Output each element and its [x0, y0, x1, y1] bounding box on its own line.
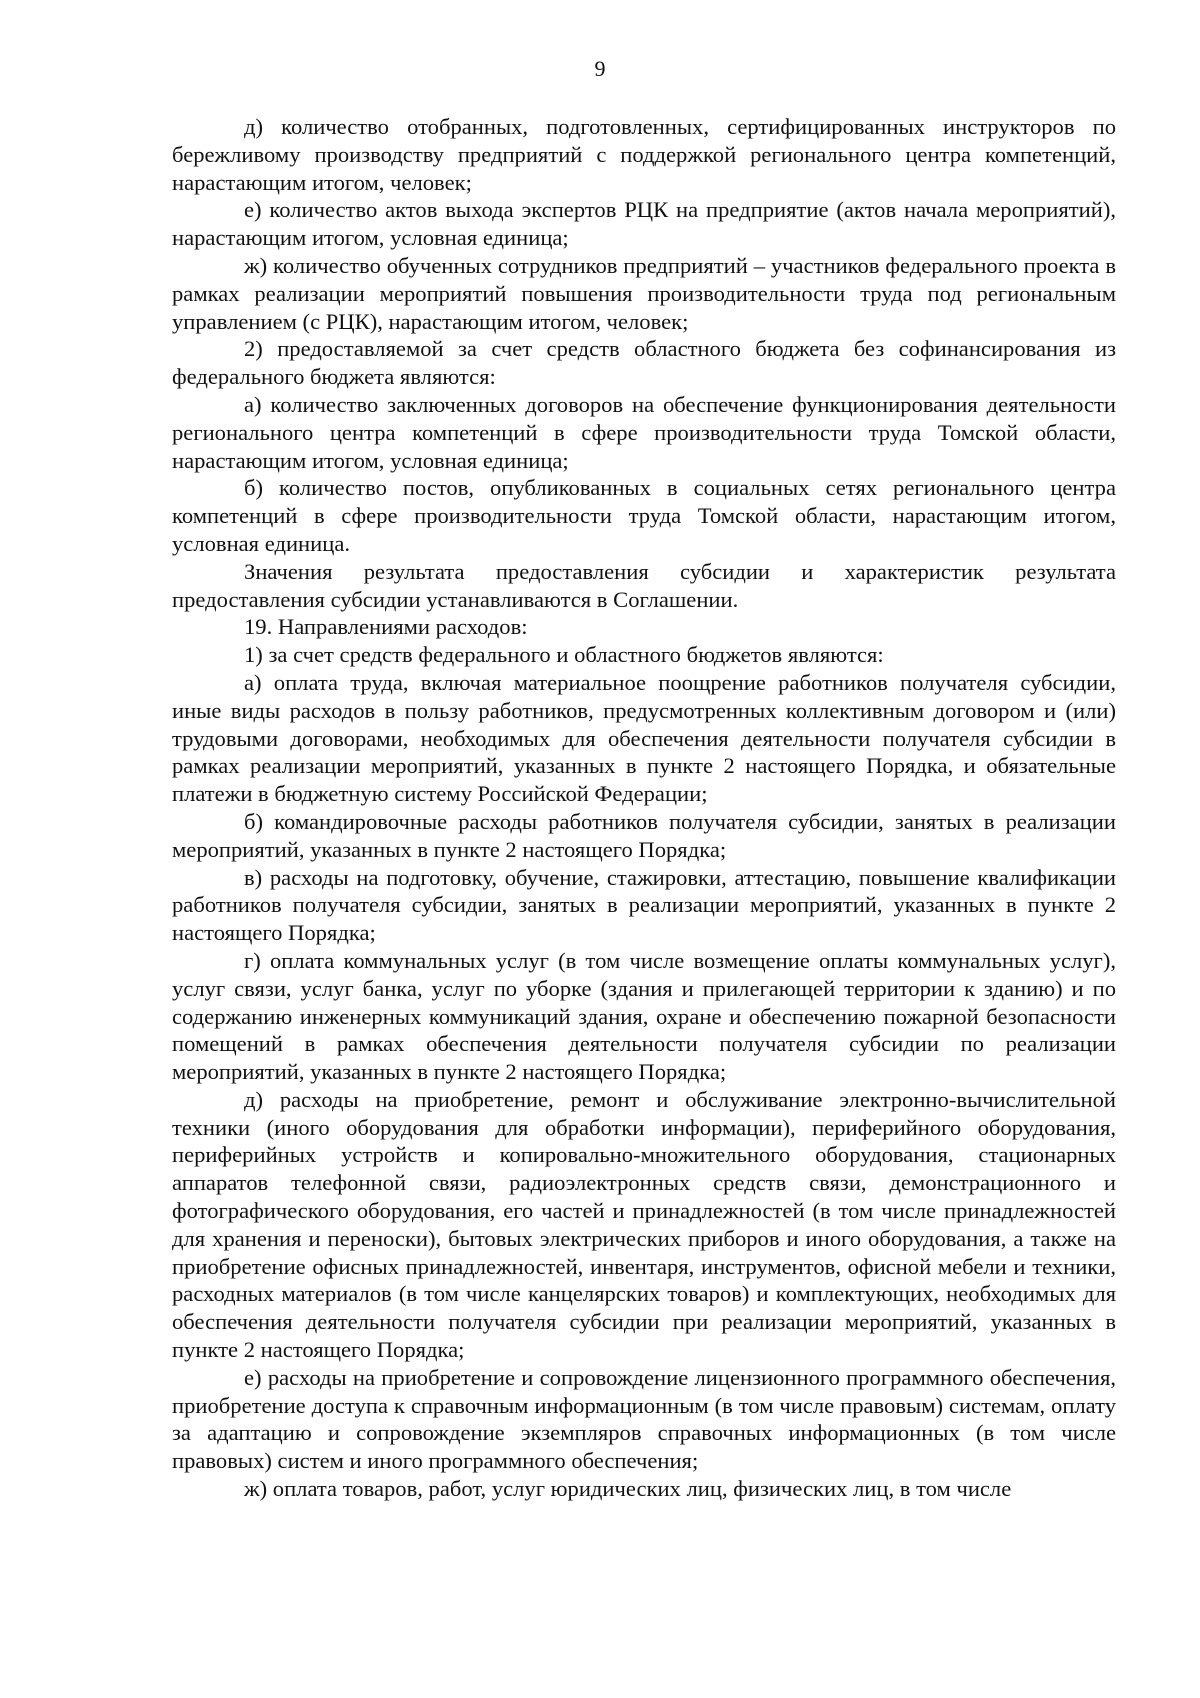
document-body [172, 113, 1116, 1503]
page-number: 9 [594, 56, 606, 81]
paragraph-item-v-training: в) расходы на подготовку, обучение, стажировки, аттестацию, повышение квалификации работников получателя субсидии, занятых в реализации мероприятий, указанных в пункте 2 настоящего Порядка; [172, 864, 1116, 946]
paragraph-item-d-instructors: д) количество отобранных, подготовленных, сертифицированных инструкторов по бережливому производству предприятий с поддержкой регионального центра компетенций, нарастающим итогом, человек; [172, 114, 1116, 195]
paragraph-item-g-utilities: г) оплата коммунальных услуг (в том числе возмещение оплаты коммунальных услуг), услуг связи, услуг банка, услуг по уборке (здания и прилегающей территории к зданию) и по содержанию инженерных коммуникаций здания, охране и обеспечению пожарной безопасности помещений в рамках обеспечения деятельности получателя субсидии по реализации мероприятий, указанных в пункте 2 настоящего Порядка; [172, 947, 1116, 1085]
paragraph-item-e-expert-visits: е) количество актов выхода экспертов РЦК на предприятие (актов начала мероприятий), нарастающим итогом, условная единица; [172, 197, 1116, 251]
paragraph-result-values: Значения результата предоставления субсидии и характеристик результата предоставления субсидии устанавливаются в Соглашении. [172, 558, 1116, 612]
paragraph-federal-regional-expenses: 1) за счет средств федерального и областного бюджетов являются: [244, 642, 884, 668]
paragraph-item-d-equipment: д) расходы на приобретение, ремонт и обслуживание электронно-вычислительной техники (иного оборудования для обработки информации), периферийного оборудования, периферийных устройств и копировально-множительного оборудования, стационарных аппаратов телефонной связи, радиоэлектронных средств связи, демонстрационного и фотографического оборудования, его частей и принадлежностей (в том числе принадлежностей для хранения и переноски), бытовых электрических приборов и иного оборудования, а также на приобретение офисных принадлежностей, инвентаря, инструментов, офисной мебели и техники, расходных материалов (в том числе канцелярских товаров) и комплектующих, необходимых для обеспечения деятельности получателя субсидии при реализации мероприятий, указанных в пункте 2 настоящего Порядка; [172, 1086, 1116, 1363]
paragraph-item-a-salaries: а) оплата труда, включая материальное поощрение работников получателя субсидии, иные виды расходов в пользу работников, предусмотренных коллективным договором и (или) трудовыми договорами, необходимых для обеспечения деятельности получателя субсидии в рамках реализации мероприятий, указанных в пункте 2 настоящего Порядка, и обязательные платежи в бюджетную систему Российской Федерации; [172, 669, 1116, 807]
paragraph-section-19: 19. Направлениями расходов: [244, 614, 528, 640]
paragraph-item-b-social-posts: б) количество постов, опубликованных в социальных сетях регионального центра компетенций в сфере производительности труда Томской области, нарастающим итогом, условная единица. [172, 475, 1116, 556]
paragraph-item-b-travel: б) командировочные расходы работников получателя субсидии, занятых в реализации мероприятий, указанных в пункте 2 настоящего Порядка; [172, 808, 1116, 862]
paragraph-item-zh-trained-employees: ж) количество обученных сотрудников предприятий – участников федерального проекта в рамках реализации мероприятий повышения производительности труда под региональным управлением (с РЦК), нарастающим итогом, человек; [172, 252, 1116, 334]
paragraph-regional-budget-results: 2) предоставляемой за счет средств областного бюджета без софинансирования из федерального бюджета являются: [172, 336, 1116, 390]
paragraph-item-zh-goods-services: ж) оплата товаров, работ, услуг юридических лиц, физических лиц, в том числе [244, 1476, 1012, 1502]
paragraph-item-e-software: е) расходы на приобретение и сопровождение лицензионного программного обеспечения, приобретение доступа к справочным информационным (в том числе правовым) системам, оплату за адаптацию и сопровождение экземпляров справочных информационных (в том числе правовых) систем и иного программного обеспечения; [172, 1364, 1116, 1474]
paragraph-item-a-contracts: а) количество заключенных договоров на обеспечение функционирования деятельности регионального центра компетенций в сфере производительности труда Томской области, нарастающим итогом, условная единица; [172, 391, 1116, 473]
